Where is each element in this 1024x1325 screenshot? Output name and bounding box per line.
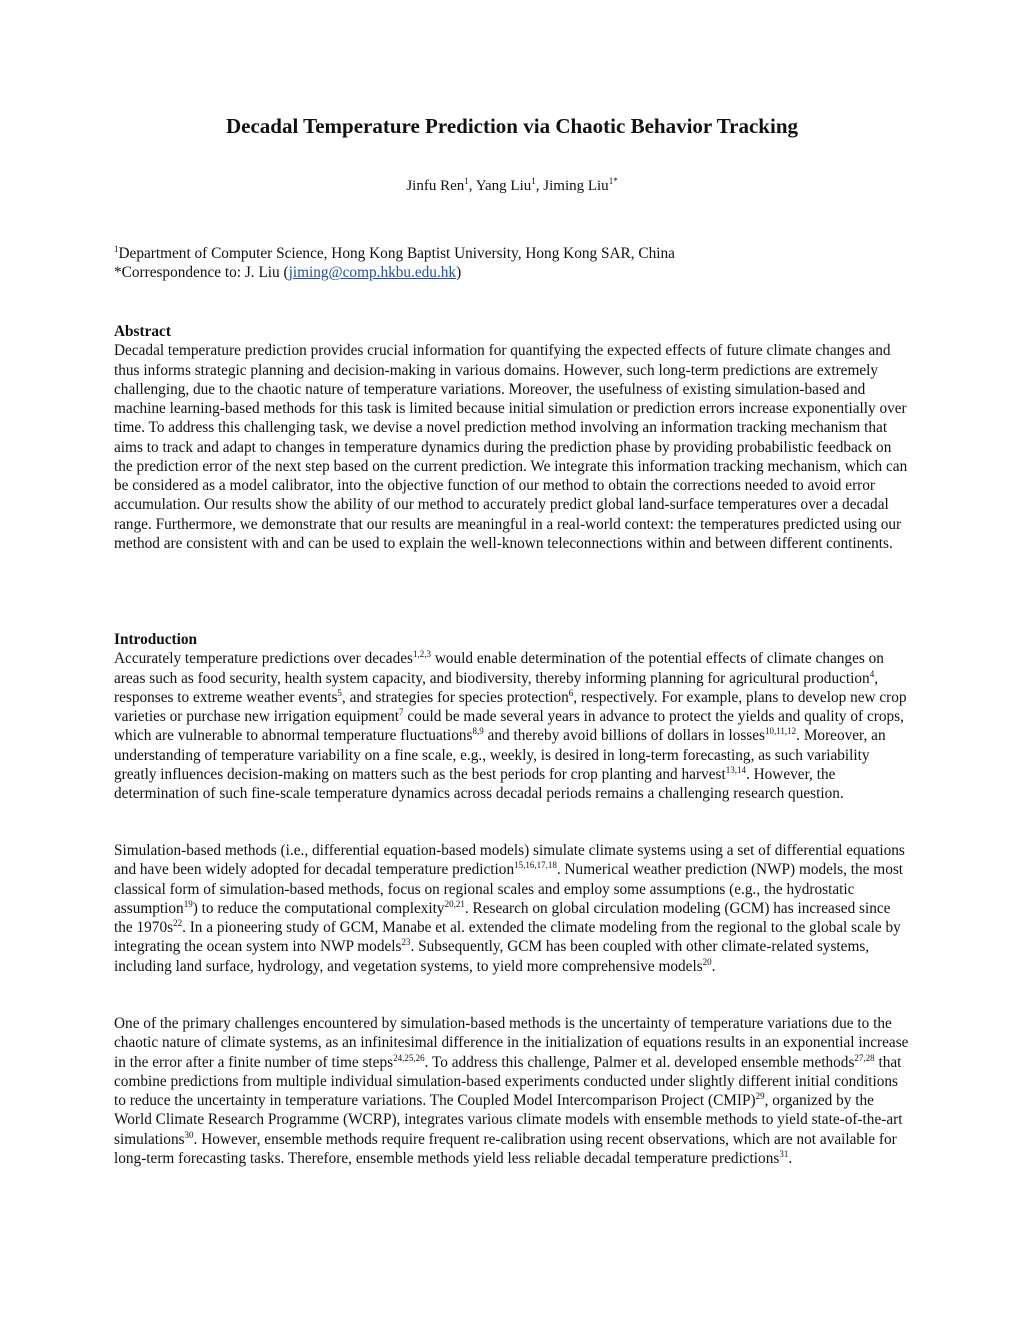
paragraph-text: . Moreover, an understanding of temperature variability on a fine scale, e.g., weekly, is desired in long-term forecasting, as such variability greatly influences decision-making on matters such as the best periods for crop planting and harvest (114, 727, 886, 783)
paragraph-text: Accurately temperature predictions over decades (114, 650, 413, 668)
citation-ref: 4 (869, 668, 875, 679)
paragraph-text: , and strategies for species protection (341, 688, 569, 706)
paragraph-text: Simulation-based methods (i.e., differential equation-based models) simulate climate systems using a set of differential equations and have been widely adopted for decadal temperature prediction (114, 842, 905, 879)
citation-ref: 1,2,3 (413, 649, 431, 660)
citation-ref: 8,9 (472, 726, 484, 737)
affiliation-block (114, 244, 910, 283)
abstract-section (114, 322, 910, 553)
affiliation-mark: 1 (114, 244, 119, 254)
correspondence-email-link[interactable]: jiming@comp.hkbu.edu.hk (288, 264, 457, 282)
paragraph-text: . To address this challenge, Palmer et al. developed ensemble methods (424, 1053, 855, 1071)
introduction-paragraph-block (114, 841, 910, 976)
citation-ref: 10,11,12 (765, 726, 797, 737)
citation-ref: 5 (337, 687, 342, 698)
author-list (0, 178, 1024, 195)
paragraph-text: . Numerical weather prediction (NWP) models, the most classical form of simulation-based methods, focus on regional scales and employ some assumptions (e.g., the hydrostatic assumption (114, 861, 904, 917)
citation-ref: 13,14 (725, 764, 746, 775)
citation-ref: 23 (401, 937, 411, 948)
author-separator: , (468, 178, 476, 194)
citation-ref: 7 (399, 707, 404, 717)
intro-paragraph-3 (114, 1014, 910, 1168)
author-affiliation-mark: 1 (464, 176, 469, 186)
citation-ref: 31 (779, 1148, 789, 1159)
intro-paragraph-1 (114, 649, 910, 803)
affiliation-text: Department of Computer Science, Hong Kong Baptist University, Hong Kong SAR, China (118, 245, 675, 262)
paragraph-text: , organized by the World Climate Research Programme (WCRP), integrates various climate models with ensemble methods to yield state-of-the-art simulations (114, 1092, 903, 1148)
paragraph-text: . However, ensemble methods require frequent re-calibration using recent observations, which are not available for long-term forecasting tasks. Therefore, ensemble methods yield less reliable decadal temperature predictions (114, 1130, 897, 1167)
author-name: Jinfu Ren (406, 178, 465, 194)
paragraph-text: One of the primary challenges encountered by simulation-based methods is the uncertainty of temperature variations due to the chaotic nature of climate systems, as an infinitesimal difference in the initialization of equations results in an exponential increase in the error after a finite number of time steps (114, 1015, 909, 1071)
citation-ref: 24,25,26 (393, 1052, 425, 1063)
citation-ref: 20 (702, 956, 712, 967)
paragraph-text: could be made several years in advance to protect the yields and quality of crops, which are vulnerable to abnormal temperature fluctuations (114, 708, 904, 745)
paragraph-text: that combine predictions from multiple individual simulation-based experiments conducted under slightly different initial conditions to reduce the uncertainty in temperature variations. The Coupled Model Intercomparison Project (CMIP) (114, 1053, 902, 1109)
paragraph-text: . Subsequently, GCM has been coupled with other climate-related systems, including land surface, hydrology, and vegetation systems, to yield more comprehensive models (114, 938, 870, 975)
citation-ref: 29 (755, 1091, 765, 1101)
citation-ref: 20,21 (444, 898, 465, 909)
introduction-paragraph-block (114, 1014, 910, 1168)
paragraph-text: . However, the determination of such fine-scale temperature dynamics across decadal periods remains a challenging research question. (114, 765, 844, 802)
paragraph-text: . (788, 1149, 793, 1167)
citation-ref: 15,16,17,18 (514, 860, 557, 871)
correspondence-line (114, 263, 910, 282)
paragraph-text: , responses to extreme weather events (114, 669, 879, 706)
abstract-text: Decadal temperature prediction provides crucial information for quantifying the expected effects of future climate changes and thus informs strategic planning and decision-making in various domains. However, such long-term predictions are extremely challenging, due to the chaotic nature of temperature variations. Moreover, the usefulness of existing simulation-based and machine learning-based methods for this task is limited because initial simulation or prediction errors increase exponentially over time. To address this challenging task, we devise a novel prediction method involving an information tracking mechanism that aims to track and adapt to changes in temperature dynamics during the prediction phase by providing probabilistic feedback on the prediction error of the next step based on the current prediction. We integrate this information tracking mechanism, which can be considered as a model calibrator, into the objective function of our method to obtain the corrections needed to avoid error accumulation. Our results show the ability of our method to accurately predict global land-surface temperatures over a decadal range. Furthermore, we demonstrate that our results are meaningful in a real-world context: the temperatures predicted using our method are consistent with and can be used to explain the well-known teleconnections within and between different continents. (114, 342, 908, 552)
paragraph-text: . Research on global circulation modeling (GCM) has increased since the 1970s (114, 899, 891, 936)
citation-ref: 6 (568, 687, 574, 698)
citation-ref: 19 (183, 898, 193, 909)
paper-title: Decadal Temperature Prediction via Chaotic Behavior Tracking (225, 114, 799, 138)
abstract-heading: Abstract (114, 323, 171, 340)
citation-ref: 27,28 (854, 1052, 875, 1063)
author-separator: , (535, 178, 544, 194)
citation-ref: 30 (184, 1129, 194, 1140)
paragraph-text: . In a pioneering study of GCM, Manabe et al. extended the climate modeling from the regional to the global scale by integrating the ocean system into NWP models (114, 919, 901, 956)
paragraph-text: ) to reduce the computational complexity (192, 899, 445, 917)
introduction-section (114, 630, 910, 803)
introduction-heading: Introduction (114, 631, 198, 648)
author-affiliation-mark: 1* (608, 176, 618, 186)
paragraph-text: would enable determination of the potential effects of climate changes on areas such as food security, health system capacity, and biodiversity, thereby informing planning for agricultural production (114, 650, 884, 687)
paragraph-text: and thereby avoid billions of dollars in losses (483, 727, 765, 745)
correspondence-label: *Correspondence to: J. Liu ( (114, 264, 289, 282)
paragraph-text: . (711, 957, 716, 975)
author-name: Yang Liu (475, 178, 532, 194)
affiliation-line (114, 244, 910, 263)
author-name: Jiming Liu (543, 178, 609, 194)
citation-ref: 22 (173, 918, 183, 928)
intro-paragraph-2 (114, 841, 910, 976)
correspondence-close: ) (456, 264, 462, 282)
author-affiliation-mark: 1 (531, 176, 536, 186)
paragraph-text: , respectively. For example, plans to develop new crop varieties or purchase new irrigation equipment (114, 688, 907, 725)
